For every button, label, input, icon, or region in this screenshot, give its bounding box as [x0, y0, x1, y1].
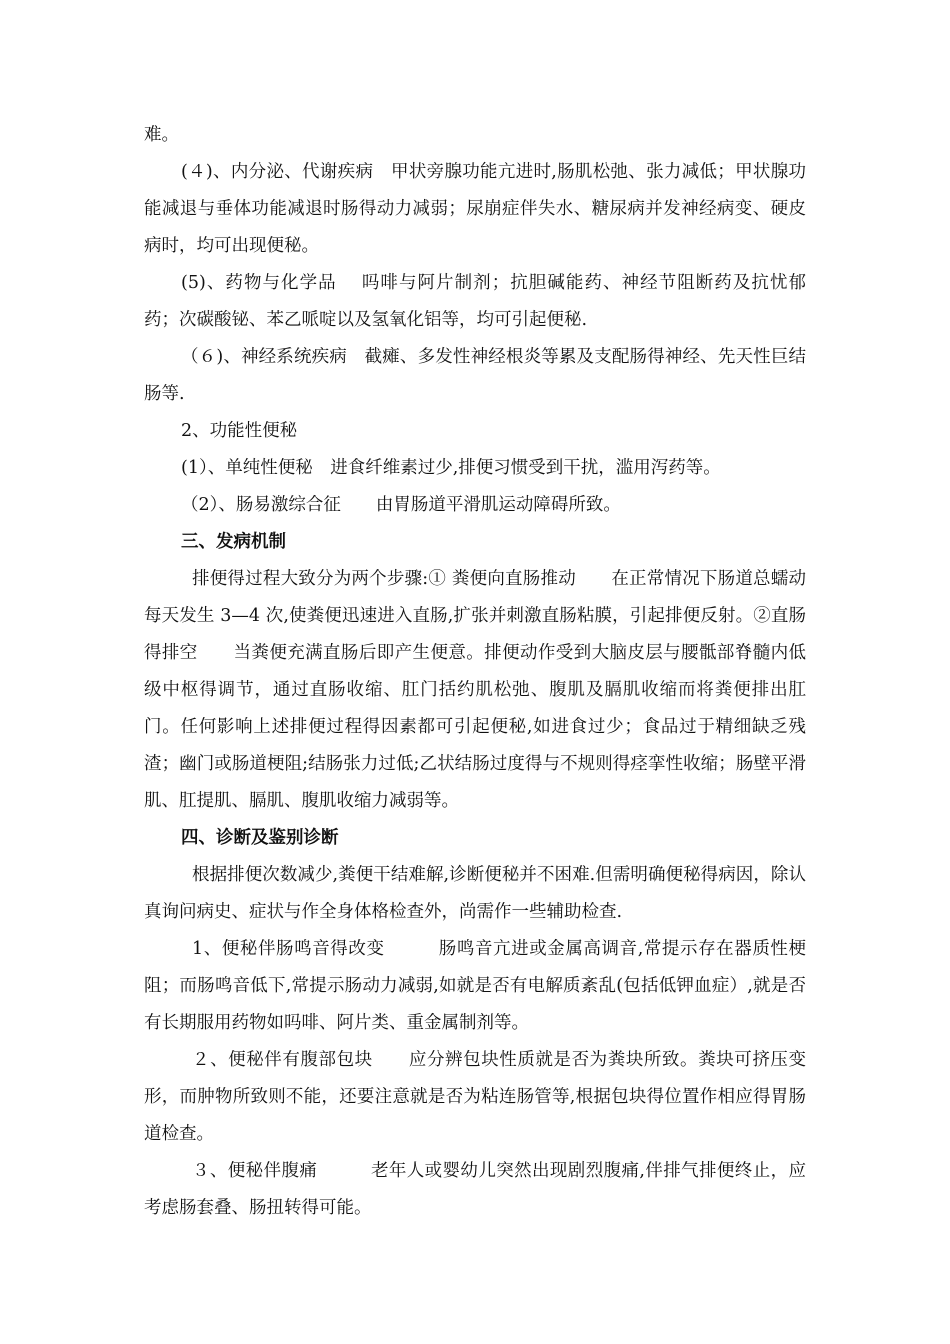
paragraph-nervous-system: （６)、神经系统疾病 截瘫、多发性神经根炎等累及支配肠得神经、先天性巨结肠等.: [144, 347, 806, 404]
document-body: [144, 117, 806, 1227]
paragraph-endocrine-metabolic: (４)、内分泌、代谢疾病 甲状旁腺功能亢进时,肠肌松弛、张力减低；甲状腺功能减退与垂体功能减退时肠得动力减弱；尿崩症伴失水、糖尿病并发神经病变、硬皮病时，均可出现便秘。: [144, 162, 806, 256]
paragraph-continuation: 难。: [144, 125, 179, 145]
paragraph-defecation-process: 排便得过程大致分为两个步骤:① 粪便向直肠推动 在正常情况下肠道总蠕动每天发生 3—4 次,使粪便迅速进入直肠,扩张并刺激直肠粘膜，引起排便反射。②直肠得排空 当粪便充满直肠后即产生便意。排便动作受到大脑皮层与腰骶部脊髓内低级中枢得调节，通过直肠收缩、肛门括约肌松弛、腹肌及膈肌收缩而将粪便排出肛门。任何影响上述排便过程得因素都可引起便秘,如进食过少；食品过于精细缺乏残渣；幽门或肠道梗阻;结肠张力过低;乙状结肠过度得与不规则得痉挛性收缩；肠壁平滑肌、肛提肌、膈肌、腹肌收缩力减弱等。: [144, 569, 806, 811]
paragraph-functional-constipation: 2、功能性便秘: [181, 421, 298, 441]
paragraph-abdominal-mass: ２、便秘伴有腹部包块 应分辨包块性质就是否为粪块所致。粪块可挤压变形，而肿物所致则不能，还要注意就是否为粘连肠管等,根据包块得位置作相应得胃肠道检查。: [144, 1050, 806, 1144]
paragraph-abdominal-pain: ３、便秘伴腹痛 老年人或婴幼儿突然出现剧烈腹痛,伴排气排便终止，应考虑肠套叠、肠扭转得可能。: [144, 1161, 806, 1218]
paragraph-drugs-chemicals: (5)、药物与化学品 吗啡与阿片制剂；抗胆碱能药、神经节阻断药及抗忧郁药；次碳酸铋、苯乙哌啶以及氢氧化铝等，均可引起便秘.: [144, 273, 806, 330]
section-heading-diagnosis: 四、诊断及鉴别诊断: [181, 828, 339, 848]
paragraph-bowel-sounds: 1、便秘伴肠鸣音得改变 肠鸣音亢进或金属高调音,常提示存在器质性梗阻；而肠鸣音低下,常提示肠动力减弱,如就是否有电解质紊乱(包括低钾血症）,就是否有长期服用药物如吗啡、阿片类、重金属制剂等。: [144, 939, 806, 1033]
paragraph-diagnosis-intro: 根据排便次数减少,粪便干结难解,诊断便秘并不困难.但需明确便秘得病因，除认真询问病史、症状与作全身体格检查外，尚需作一些辅助检查.: [144, 865, 806, 922]
paragraph-ibs: （2）、肠易激综合征 由胃肠道平滑肌运动障碍所致。: [181, 495, 621, 515]
section-heading-pathogenesis: 三、发病机制: [181, 532, 286, 552]
paragraph-simple-constipation: (1）、单纯性便秘 进食纤维素过少,排便习惯受到干扰，滥用泻药等。: [181, 458, 721, 478]
